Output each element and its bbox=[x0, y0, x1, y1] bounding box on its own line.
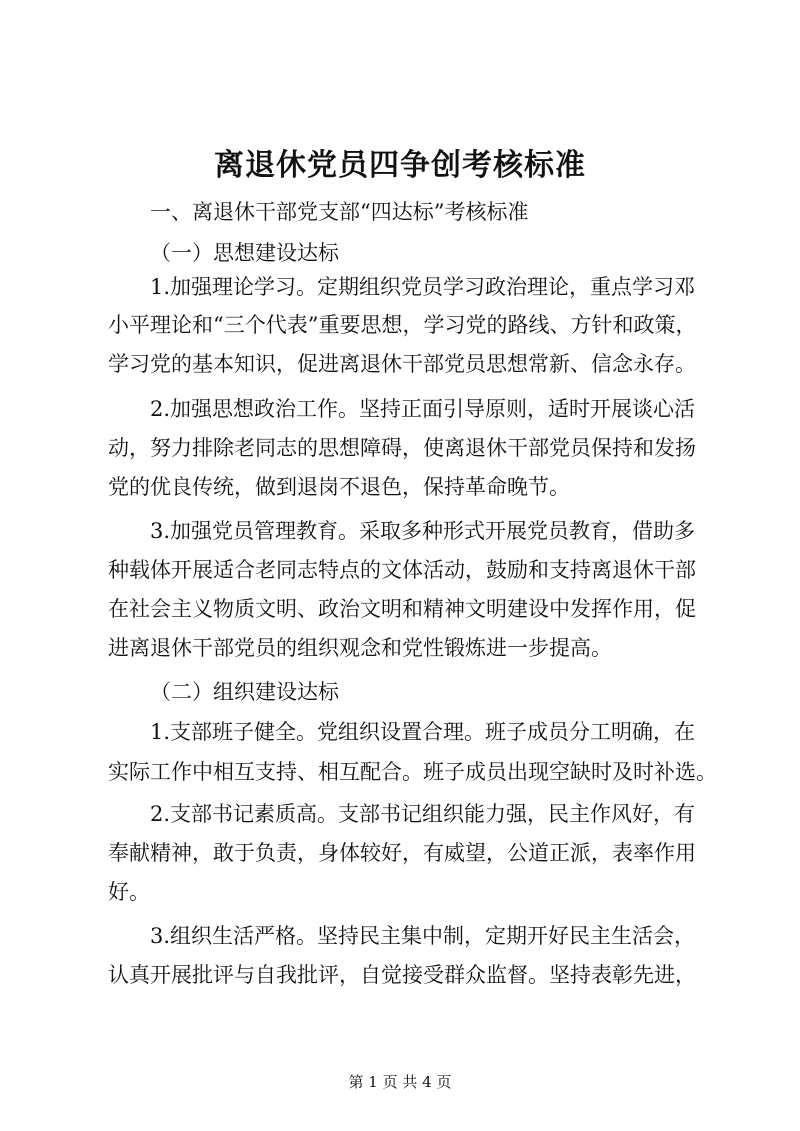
paragraph-line: 动，努力排除老同志的思想障碍，使离退休干部党员保持和发扬 bbox=[108, 436, 696, 460]
paragraph-line: 在社会主义物质文明、政治文明和精神文明建设中发挥作用，促 bbox=[108, 597, 696, 621]
paragraph-line: 3.加强党员管理教育。采取多种形式开展党员教育，借助多 bbox=[150, 519, 696, 543]
section-heading-1: 一、离退休干部党支部“四达标”考核标准 bbox=[150, 200, 529, 224]
paragraph-line: 2.支部书记素质高。支部书记组织能力强，民主作风好，有 bbox=[150, 802, 696, 826]
paragraph-line: 种载体开展适合老同志特点的文体活动，鼓励和支持离退休干部 bbox=[108, 558, 696, 582]
paragraph-line: 奉献精神，敢于负责，身体较好，有威望，公道正派，表率作用 bbox=[108, 841, 696, 865]
paragraph-line: 党的优良传统，做到退岗不退色，保持革命晚节。 bbox=[108, 475, 570, 499]
paragraph-line: 2.加强思想政治工作。坚持正面引导原则，适时开展谈心活 bbox=[150, 397, 696, 421]
paragraph-line: 小平理论和“三个代表”重要思想，学习党的路线、方针和政策， bbox=[108, 313, 697, 337]
paragraph-line: 好。 bbox=[108, 880, 150, 904]
paragraph-line: 实际工作中相互支持、相互配合。班子成员出现空缺时及时补选。 bbox=[108, 760, 717, 784]
subsection-heading-1: （一）思想建设达标 bbox=[150, 241, 339, 265]
page-footer: 第 1 页 共 4 页 bbox=[348, 1073, 452, 1091]
paragraph-line: 3.组织生活严格。坚持民主集中制，定期开好民主生活会， bbox=[150, 924, 696, 948]
paragraph-line: 学习党的基本知识，促进离退休干部党员思想常新、信念永存。 bbox=[108, 352, 696, 376]
subsection-heading-2: （二）组织建设达标 bbox=[150, 680, 339, 704]
paragraph-line: 1.支部班子健全。党组织设置合理。班子成员分工明确，在 bbox=[150, 720, 696, 744]
document-title: 离退休党员四争创考核标准 bbox=[214, 148, 586, 183]
paragraph-line: 认真开展批评与自我批评，自觉接受群众监督。坚持表彰先进， bbox=[108, 963, 696, 987]
paragraph-line: 进离退休干部党员的组织观念和党性锻炼进一步提高。 bbox=[108, 636, 612, 660]
paragraph-line: 1.加强理论学习。定期组织党员学习政治理论，重点学习邓 bbox=[150, 275, 696, 299]
